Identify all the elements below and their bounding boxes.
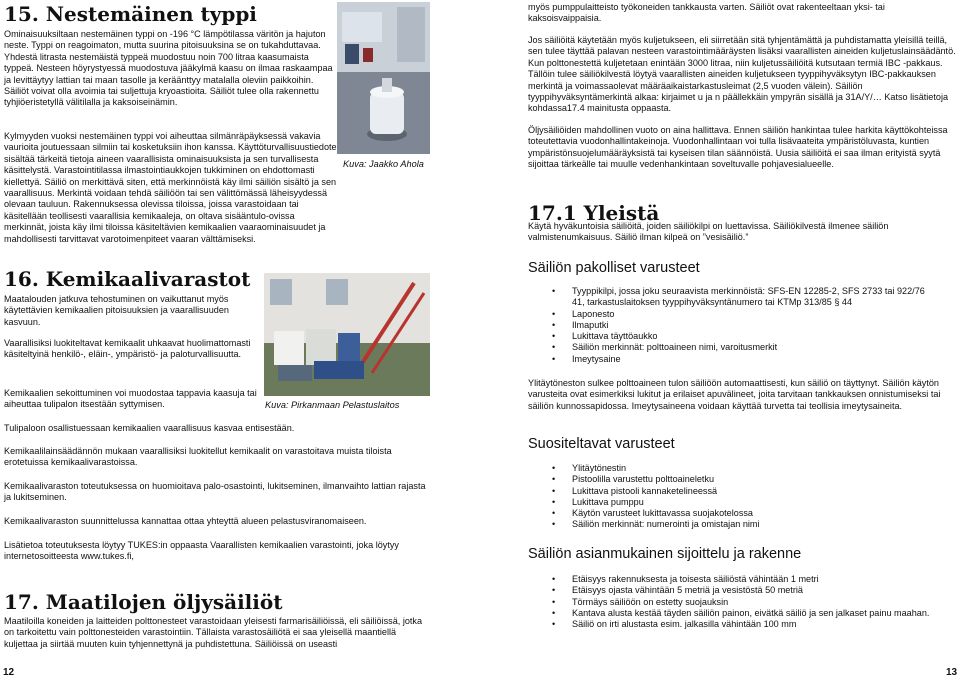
- heading-16: 16. Kemikaalivarastot: [4, 267, 251, 291]
- photo-nitrogen-tank: [337, 2, 430, 154]
- s17-paragraph-1: Maatiloilla koneiden ja laitteiden polttonesteet varastoidaan yleisesti farmarisäiliöissä, eli säiliöissä, jotka on tarkoitettu vain polttonesteiden varastointiin. Tällaista varastosäiliötä ei saa yleisellä maantiellä kuljettaa ja siirtää muuten kuin tyhjennettynä ja puhdistettuna. Säiliöissä on useasti: [4, 616, 423, 649]
- list-item: • Etäisyys ojasta vähintään 5 metriä ja vesistöstä 50 metriä: [528, 585, 958, 596]
- list-item: • Pistoolilla varustettu polttoaineletku: [528, 474, 958, 485]
- list-item: • Säiliön merkinnät: numerointi ja omistajan nimi: [528, 519, 958, 530]
- page-number-right: 13: [946, 667, 958, 678]
- list-item: • Lukittava täyttöaukko: [528, 331, 958, 342]
- right-paragraph-1: myös pumppulaitteisto työkoneiden tankkausta varten. Säiliöt ovat rakenteeltaan yksi- tai kaksoisvaippaisia.: [528, 2, 885, 24]
- list-item: • Imeytysaine: [528, 354, 958, 365]
- right-paragraph-5: Ylitäytöneston sulkee polttoaineen tulon säiliöön automaattisesti, kun säiliö on täyttynyt. Säiliön käytön varusteita ovat esimerkiksi lukitut ja erilaiset apuvälineet, joita tarvitaan tankkauksen onnistumiseksi tai säiliön kunnossapidossa. Imeytysaineena voidaan käyttää turvetta tai teollisia imeytysaineita.: [528, 378, 941, 411]
- s16-paragraph-2: Vaarallisiksi luokiteltavat kemikaalit uhkaavat huolimattomasti käsiteltyinä henkilö-, eläin-, ympäristö- ja paloturvallisuutta.: [4, 338, 251, 360]
- s16-paragraph-3: Kemikaalien sekoittuminen voi muodostaa tappavia kaasuja tai aiheuttaa tulipalon itsestään syttymisen.: [4, 388, 257, 410]
- list-item: • Etäisyys rakennuksesta ja toisesta säiliöstä vähintään 1 metri: [528, 574, 958, 585]
- s16-paragraph-7: Kemikaalivaraston suunnittelussa kannattaa ottaa yhteyttä alueen pelastusviranomaiseen.: [4, 516, 367, 526]
- list-item: • Lukittava pumppu: [528, 497, 958, 508]
- heading-15: 15. Nestemäinen typpi: [4, 2, 257, 26]
- list-item: • Kantava alusta kestää täyden säiliön painon, eivätkä säiliö ja sen jalkaset painu maahan.: [528, 608, 958, 619]
- s16-paragraph-5: Kemikaalilainsäädännön mukaan vaarallisiksi luokitellut kemikaalit on varastoitava muista tiloista erotetuissa kemikaalivarastoissa.: [4, 446, 392, 468]
- caption-jaakko-ahola: Kuva: Jaakko Ahola: [343, 159, 424, 169]
- s16-paragraph-1: Maatalouden jatkuva tehostuminen on vaikuttanut myös käytettävien kemikaalien pitoisuuksien ja vaarallisuuden kasvuun.: [4, 294, 229, 327]
- list-sijoittelu: [528, 574, 958, 630]
- s16-paragraph-8: Lisätietoa toteutuksesta löytyy TUKES:in oppaasta Vaarallisten kemikaalien varastointi, joka löytyy internetosoitteesta www.tukes.fi,: [4, 540, 399, 562]
- list-item: • Ylitäytönestin: [528, 463, 958, 474]
- right-paragraph-3: Öljysäiliöiden mahdollinen vuoto on aina hallittava. Ennen säiliön hankintaa tulee harkita käyttökohteissa toteutettavia vuodonhallintakeinoja. Vuodonhallintaan voi tulla lisävaateita ympäristöluvasta, kuntien ympäristönsuojelumääräyksistä tai kyseisen tilan säännöistä. Uusia säiliöitä ei saa ilman erityistä syytä sijoittaa tärkeälle tai muulle vedenhankintaan soveltuvalle pohjavesialueelle.: [528, 125, 948, 170]
- list-item: • Käytön varusteet lukittavassa suojakotelossa: [528, 508, 958, 519]
- right-paragraph-4: Käytä hyväkuntoisia säiliöitä, joiden säiliökilpi on luettavissa. Säiliökilvestä ilmenee säiliön valmistenumkaisuus. Säiliö ilman kilpeä on ”vesisäiliö.”: [528, 221, 889, 243]
- page-number-left: 12: [3, 667, 15, 678]
- nitrogen-tank-illustration: [337, 2, 430, 154]
- list-item: 41, tarkastuslaitoksen tyyppihyväksyntänumero tai KTMp 313/85 § 44: [572, 297, 853, 308]
- heading-pakolliset: Säiliön pakolliset varusteet: [528, 260, 700, 276]
- list-suositellut: [528, 463, 958, 531]
- photo-chemical-storage: [264, 273, 430, 396]
- heading-sijoittelu: Säiliön asianmukainen sijoittelu ja rakenne: [528, 546, 802, 562]
- list-item: • Tyyppikilpi, jossa joku seuraavista merkinnöistä: SFS-EN 12285-2, SFS 2733 tai 922/76: [528, 286, 958, 297]
- heading-17: 17. Maatilojen öljysäiliöt: [4, 590, 283, 614]
- list-item: • Lukittava pistooli kannaketelineessä: [528, 486, 958, 497]
- s16-paragraph-4: Tulipaloon osallistuessaan kemikaalien vaarallisuus kasvaa entisestään.: [4, 423, 295, 433]
- list-item: • Laponesto: [528, 309, 958, 320]
- list-item: • Säiliön merkinnät: polttoaineen nimi, varoitusmerkit: [528, 342, 958, 353]
- heading-suositellut: Suositeltavat varusteet: [528, 436, 675, 452]
- right-paragraph-2: Jos säiliöitä käytetään myös kuljetukseen, eli siirretään sitä tyhjentämättä ja puhdistamatta yleisillä teillä, sen tulee täyttää palavan nesteen varastointimääräysten lisäksi vaarallisten aineiden kuljetuslainsäädäntö. Kun polttonestettä kuljetetaan enintään 3000 litraa, niin kuljetussäiliöitä kutsutaan termiä IBC -pakkaus. Tällöin tulee säiliökilvestä löytyä vaarallisten aineiden kuljetukseen tyyppihyväksytyn IBC-pakkauksen merkintä ja voimassaolevat määräaikaistarkastusleimat (2,5 vuoden välein). Säiliön tyyppihyväksyntämerkintä alkaa: kirjaimet u ja n päällekkäin ympyrän sisällä ja 31A/Y/… Katso lisätietoja kohdassa17.4 mainitusta oppaasta.: [528, 35, 956, 114]
- s15-paragraph-1: Ominaisuuksiltaan nestemäinen typpi on -196 °C lämpötilassa väritön ja hajuton neste. Typpi on reagoimaton, mutta suurina pitoisuuksina se on tukahduttavaa. Yhdestä litrasta nestemäistä typpeä muodostuu noin 700 litraa kaasumaista typpeä. Nesteen höyrystyessä muodostuva jääkylmä kaasu on ilmaa raskaampaa ja levittäytyy lattian tai maan tasolle ja keräänttyy matalalla oleviin paikkoihin. Säiliöt voivat olla avoimia tai suljettuja kryoastioita. Säiliöt tulee olla rakennettu tyhjiöeristetyllä välitilalla ja kaksoiseinämin.: [4, 29, 333, 108]
- list-item: • Törmäys säiliöön on estetty suojauksin: [528, 597, 958, 608]
- chemical-storage-illustration: [264, 273, 430, 396]
- s16-paragraph-6: Kemikaalivaraston toteutuksessa on huomioitava palo-osastointi, lukitseminen, ilmanvaihto lattian rajasta ja lukitseminen.: [4, 481, 426, 503]
- list-item: • Säiliö on irti alustasta esim. jalkasilla vähintään 100 mm: [528, 619, 958, 630]
- list-pakolliset: [528, 286, 958, 365]
- heading-17-1: 17.1 Yleistä: [528, 201, 660, 225]
- s15-paragraph-2: Kylmyyden vuoksi nestemäinen typpi voi aiheuttaa silmänräpäyksessä vakavia vaurioita joutuessaan silmiin tai kosketuksiin ihon kanssa. Käyttöturvallisuustiedote sisältää tärkeitä tietoja aineen vaarallisista ominaisuuksista ja sen turvallisesta käsittelystä. Varastointitilassa ilmastointiaukkojen tukkiminen on ehdottomasti kiellettyä. Säiliö on merkittävä siten, että merkinnöistä käy ilmi säiliön sisältö ja sen vaarallisuus. Merkintä voidaan tehdä säiliöön tai sen välittömässä läheisyydessä olevaan tauluun. Rakennuksessa olevissa tiloissa, joissa varastoidaan tai käsitellään teollisesti vaarallisia kemikaaleja, on oltava sisääntulo-ovissa merkinnät, joista käy ilmi tiloissa käsiteltävien kemikaalien vaaraominaisuudet ja mahdollisesti tarvittavat varotoimenpiteet vaaran välttämiseksi.: [4, 131, 337, 244]
- caption-pirkanmaan: Kuva: Pirkanmaan Pelastuslaitos: [265, 400, 400, 410]
- list-item: • Ilmaputki: [528, 320, 958, 331]
